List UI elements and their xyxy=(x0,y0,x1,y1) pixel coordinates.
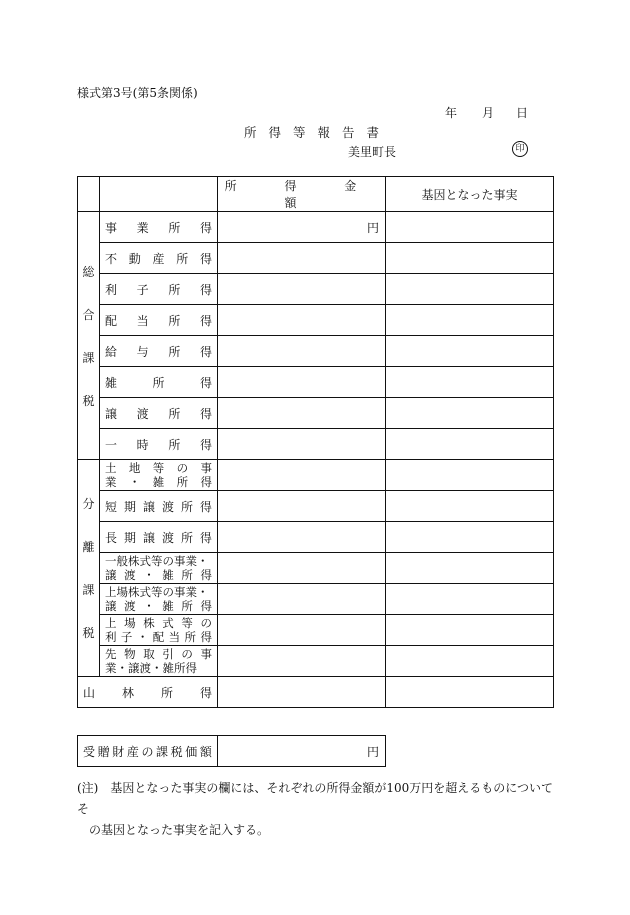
income-amount-cell[interactable] xyxy=(218,615,386,646)
form-number: 様式第3号(第5条関係) xyxy=(77,86,198,100)
column-header-amount: 所 得 金 額 xyxy=(218,177,386,212)
table-row xyxy=(78,367,554,398)
income-category-label: 雑 所 得 xyxy=(100,367,218,398)
income-amount-cell[interactable] xyxy=(218,460,386,491)
income-amount-cell[interactable] xyxy=(218,336,386,367)
income-category-label: 先 物 取 引 の 事 業・譲渡・雑所得 xyxy=(100,646,218,677)
column-header-basis: 基因となった事実 xyxy=(386,177,554,212)
basis-cell[interactable] xyxy=(386,522,554,553)
basis-cell[interactable] xyxy=(386,398,554,429)
basis-cell[interactable] xyxy=(386,491,554,522)
seal-mark: 印 xyxy=(512,141,528,157)
table-row xyxy=(78,243,554,274)
header-blank xyxy=(100,177,218,212)
basis-cell[interactable] xyxy=(386,274,554,305)
income-amount-cell[interactable] xyxy=(218,646,386,677)
footnote-line-1: (注) 基因となった事実の欄には、それぞれの所得金額が100万円を超えるものについてそ xyxy=(77,781,554,816)
basis-cell[interactable] xyxy=(386,646,554,677)
header-row xyxy=(78,177,554,212)
income-amount-cell[interactable]: 円 xyxy=(218,212,386,243)
basis-cell[interactable] xyxy=(386,212,554,243)
income-category-label: 給 与 所 得 xyxy=(100,336,218,367)
income-amount-cell[interactable] xyxy=(218,243,386,274)
income-amount-cell[interactable] xyxy=(218,429,386,460)
income-amount-cell[interactable] xyxy=(218,398,386,429)
gift-amount-cell[interactable]: 円 xyxy=(218,736,386,767)
income-category-label: 一般株式等の事業・ 譲 渡 ・ 雑 所 得 xyxy=(100,553,218,584)
income-amount-cell[interactable] xyxy=(218,584,386,615)
group-separate-label: 分 離 課 税 xyxy=(78,460,100,677)
basis-cell[interactable] xyxy=(386,367,554,398)
table-row xyxy=(78,553,554,584)
footnote xyxy=(77,778,557,841)
income-category-label: 不 動 産 所 得 xyxy=(100,243,218,274)
table-row xyxy=(78,336,554,367)
income-amount-cell[interactable] xyxy=(218,491,386,522)
table-row xyxy=(78,522,554,553)
group-general-label: 総 合 課 税 xyxy=(78,212,100,460)
income-category-label: 土 地 等 の 事 業 ・ 雑 所 得 xyxy=(100,460,218,491)
basis-cell[interactable] xyxy=(386,584,554,615)
income-amount-cell[interactable] xyxy=(218,305,386,336)
table-row xyxy=(78,429,554,460)
income-category-label: 短 期 譲 渡 所 得 xyxy=(100,491,218,522)
footnote-line-2: の基因となった事実を記入する。 xyxy=(89,823,270,837)
income-category-label: 利 子 所 得 xyxy=(100,274,218,305)
gift-table xyxy=(77,735,386,767)
basis-cell[interactable] xyxy=(386,243,554,274)
table-row xyxy=(78,491,554,522)
income-category-label: 長 期 譲 渡 所 得 xyxy=(100,522,218,553)
basis-cell[interactable] xyxy=(386,429,554,460)
basis-cell[interactable] xyxy=(386,460,554,491)
basis-cell[interactable] xyxy=(386,336,554,367)
income-category-label: 上場株式等の事業・ 譲 渡 ・ 雑 所 得 xyxy=(100,584,218,615)
income-category-label: 配 当 所 得 xyxy=(100,305,218,336)
income-category-label: 事 業 所 得 xyxy=(100,212,218,243)
income-category-label: 譲 渡 所 得 xyxy=(100,398,218,429)
gift-row xyxy=(78,736,386,767)
income-amount-cell[interactable] xyxy=(218,677,386,708)
addressee: 美里町長 xyxy=(348,145,397,159)
income-category-label: 上 場 株 式 等 の 利 子 ・ 配 当 所 得 xyxy=(100,615,218,646)
income-amount-cell[interactable] xyxy=(218,553,386,584)
table-row xyxy=(78,274,554,305)
table-row xyxy=(78,398,554,429)
basis-cell[interactable] xyxy=(386,553,554,584)
income-category-label: 山 林 所 得 xyxy=(78,677,218,708)
document-title: 所得等報告書 xyxy=(244,125,392,140)
table-row xyxy=(78,305,554,336)
table-row xyxy=(78,460,554,491)
table-row xyxy=(78,677,554,708)
table-row xyxy=(78,615,554,646)
basis-cell[interactable] xyxy=(386,305,554,336)
header-blank xyxy=(78,177,100,212)
basis-cell[interactable] xyxy=(386,677,554,708)
basis-cell[interactable] xyxy=(386,615,554,646)
table-row xyxy=(78,584,554,615)
date-day-label: 日 xyxy=(516,106,529,120)
income-amount-cell[interactable] xyxy=(218,274,386,305)
income-amount-cell[interactable] xyxy=(218,522,386,553)
income-table xyxy=(77,176,554,708)
table-row xyxy=(78,212,554,243)
gift-label: 受 贈 財 産 の 課 税 価 額 xyxy=(78,736,218,767)
income-category-label: 一 時 所 得 xyxy=(100,429,218,460)
date-year-label: 年 xyxy=(445,106,458,120)
date-month-label: 月 xyxy=(482,106,495,120)
table-row xyxy=(78,646,554,677)
income-amount-cell[interactable] xyxy=(218,367,386,398)
